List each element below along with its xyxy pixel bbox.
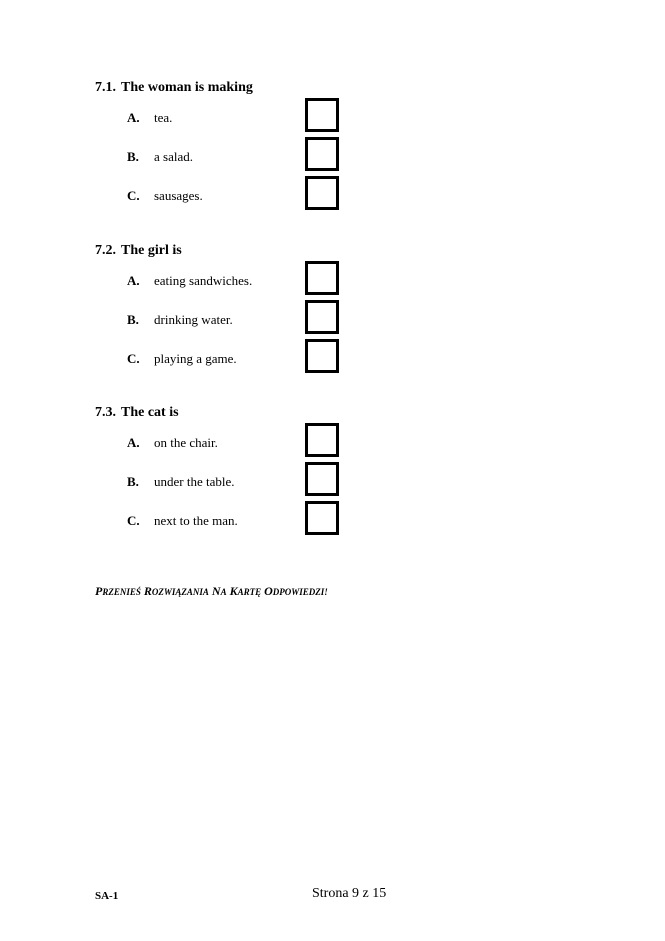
option-letter: C. [127, 188, 140, 203]
option-letter: B. [127, 474, 139, 489]
option-c [127, 511, 377, 531]
footer-page-number: Strona 9 z 15 [312, 886, 387, 901]
option-letter: A. [127, 110, 140, 125]
option-text: under the table. [154, 474, 235, 489]
option-c [127, 349, 377, 369]
option-a [127, 271, 377, 291]
transfer-note-text: PRZENIEŚ ROZWIĄZANIA NA KARTĘ ODPOWIEDZI! [95, 584, 328, 598]
option-a [127, 433, 377, 453]
answer-checkbox-7-1-c[interactable] [305, 176, 339, 210]
option-b [127, 310, 377, 330]
answer-checkbox-7-2-b[interactable] [305, 300, 339, 334]
option-text: a salad. [154, 149, 193, 164]
answer-checkbox-7-2-c[interactable] [305, 339, 339, 373]
answer-checkbox-7-2-a[interactable] [305, 261, 339, 295]
question-text: The cat is [121, 405, 179, 420]
answer-checkbox-7-1-b[interactable] [305, 137, 339, 171]
question-title [95, 243, 182, 259]
option-text: drinking water. [154, 312, 233, 327]
option-text: next to the man. [154, 513, 238, 528]
option-c [127, 186, 377, 206]
question-number: 7.1. [95, 80, 116, 95]
transfer-answers-note [95, 584, 328, 599]
answer-checkbox-7-1-a[interactable] [305, 98, 339, 132]
question-number: 7.2. [95, 243, 116, 258]
question-title [95, 80, 253, 96]
option-text: on the chair. [154, 435, 218, 450]
option-letter: C. [127, 351, 140, 366]
option-letter: A. [127, 273, 140, 288]
option-text: eating sandwiches. [154, 273, 253, 288]
answer-checkbox-7-3-b[interactable] [305, 462, 339, 496]
option-letter: B. [127, 149, 139, 164]
option-text: tea. [154, 110, 173, 125]
option-letter: A. [127, 435, 140, 450]
answer-checkbox-7-3-c[interactable] [305, 501, 339, 535]
option-b [127, 472, 377, 492]
option-a [127, 108, 377, 128]
question-title [95, 405, 179, 421]
question-text: The woman is making [121, 80, 253, 95]
answer-checkbox-7-3-a[interactable] [305, 423, 339, 457]
question-number: 7.3. [95, 405, 116, 420]
option-b [127, 147, 377, 167]
option-letter: C. [127, 513, 140, 528]
option-text: playing a game. [154, 351, 237, 366]
footer-exam-code: SA-1 [95, 890, 119, 902]
question-text: The girl is [121, 243, 182, 258]
option-text: sausages. [154, 188, 203, 203]
option-letter: B. [127, 312, 139, 327]
